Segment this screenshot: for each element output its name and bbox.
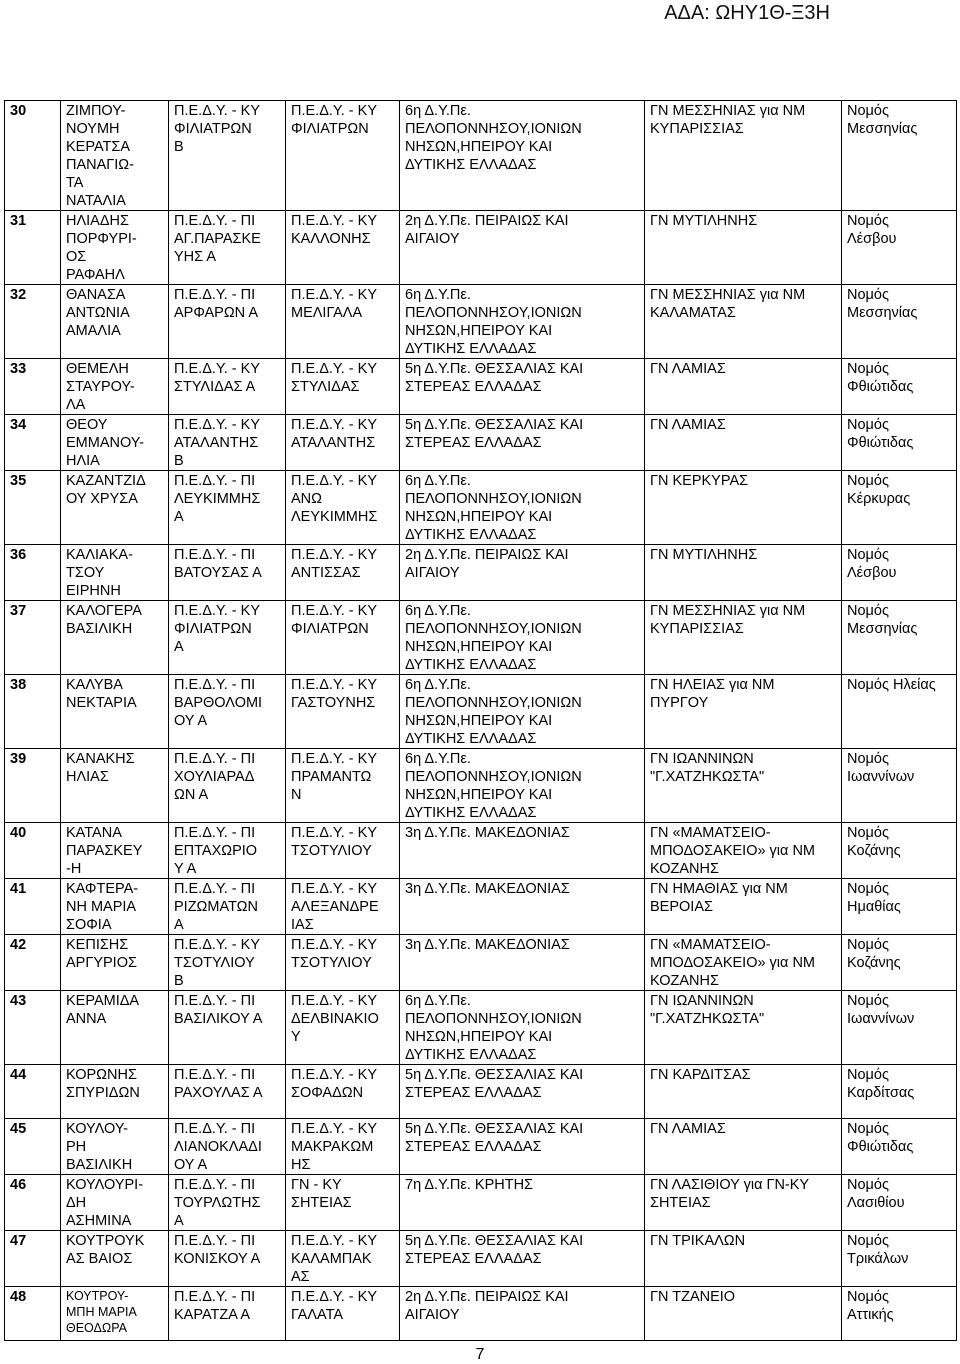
hospital-cell	[645, 1119, 842, 1175]
person-name: ΚΕΠΙΣΗΣ ΑΡΓΥΡΙΟΣ	[66, 937, 137, 971]
health-region: 2η Δ.Υ.Πε. ΠΕΙΡΑΙΩΣ ΚΑΙ ΑΙΓΑΙΟΥ	[405, 547, 569, 581]
row-number-cell	[5, 101, 61, 211]
origin-unit: Π.Ε.Δ.Υ. - ΠΙ ΑΡΦΑΡΩΝ Α	[174, 287, 259, 321]
placement-unit-cell	[286, 1287, 400, 1341]
health-region-cell	[400, 285, 645, 359]
prefecture: Νομός Ηλείας	[847, 677, 936, 693]
origin-unit: Π.Ε.Δ.Υ. - ΠΙ ΧΟΥΛΙΑΡΑΔ ΩΝ Α	[174, 751, 256, 803]
row-number-cell	[5, 823, 61, 879]
row-number: 37	[10, 603, 27, 619]
origin-unit-cell	[169, 471, 286, 545]
person-name-cell	[61, 1065, 169, 1119]
person-name-cell	[61, 879, 169, 935]
person-name: ΚΟΥΛΟΥ- ΡΗ ΒΑΣΙΛΙΚΗ	[66, 1121, 133, 1173]
health-region-cell	[400, 749, 645, 823]
person-name: ΚΑΖΑΝΤΖΙΔ ΟΥ ΧΡΥΣΑ	[66, 473, 146, 507]
prefecture: Νομός Μεσσηνίας	[847, 287, 918, 321]
placement-unit: Π.Ε.Δ.Υ. - ΚΥ ΓΑΛΑΤΑ	[291, 1289, 377, 1323]
row-number: 30	[10, 103, 27, 119]
row-number: 48	[10, 1289, 27, 1305]
prefecture-cell	[842, 935, 957, 991]
prefecture-cell	[842, 285, 957, 359]
table-row	[5, 991, 957, 1065]
ada-code: ΑΔΑ: ΩΗΥ1Θ-Ξ3Η	[664, 2, 830, 24]
person-name: ΚΑΤΑΝΑ ΠΑΡΑΣΚΕΥ -Η	[66, 825, 143, 877]
health-region: 2η Δ.Υ.Πε. ΠΕΙΡΑΙΩΣ ΚΑΙ ΑΙΓΑΙΟΥ	[405, 1289, 569, 1323]
person-name: ΚΟΥΛΟΥΡΙ- ΔΗ ΑΣΗΜΙΝΑ	[66, 1177, 144, 1229]
person-name: ΚΟΥΤΡΟΥ- ΜΠΗ ΜΑΡΙΑ ΘΕΟΔΩΡΑ	[66, 1289, 137, 1335]
origin-unit: Π.Ε.Δ.Υ. - ΠΙ ΒΑΣΙΛΙΚΟΥ Α	[174, 993, 263, 1027]
origin-unit-cell	[169, 879, 286, 935]
row-number: 38	[10, 677, 27, 693]
placement-unit: Π.Ε.Δ.Υ. - ΚΥ ΚΑΛΛΟΝΗΣ	[291, 213, 377, 247]
placement-unit: Π.Ε.Δ.Υ. - ΚΥ ΤΣΟΤΥΛΙΟΥ	[291, 937, 377, 971]
placement-unit-cell	[286, 1175, 400, 1231]
hospital: ΓΝ ΙΩΑΝΝΙΝΩΝ "Γ.ΧΑΤΖΗΚΩΣΤΑ"	[650, 993, 765, 1027]
person-name-cell	[61, 675, 169, 749]
health-region-cell	[400, 1287, 645, 1341]
row-number: 39	[10, 751, 27, 767]
hospital: ΓΝ ΛΑΣΙΘΙΟΥ για ΓΝ-ΚΥ ΣΗΤΕΙΑΣ	[650, 1177, 810, 1211]
origin-unit: Π.Ε.Δ.Υ. - ΠΙ ΤΟΥΡΛΩΤΗΣ Α	[174, 1177, 261, 1229]
hospital: ΓΝ ΚΑΡΔΙΤΣΑΣ	[650, 1067, 751, 1083]
health-region: 5η Δ.Υ.Πε. ΘΕΣΣΑΛΙΑΣ ΚΑΙ ΣΤΕΡΕΑΣ ΕΛΛΑΔΑΣ	[405, 417, 584, 451]
person-name-cell	[61, 471, 169, 545]
prefecture-cell	[842, 601, 957, 675]
health-region: 2η Δ.Υ.Πε. ΠΕΙΡΑΙΩΣ ΚΑΙ ΑΙΓΑΙΟΥ	[405, 213, 569, 247]
row-number: 40	[10, 825, 27, 841]
table-row	[5, 359, 957, 415]
health-region: 6η Δ.Υ.Πε. ΠΕΛΟΠΟΝΝΗΣΟΥ,ΙΟΝΙΩΝ ΝΗΣΩΝ,ΗΠΕΙΡΟΥ ΚΑΙ ΔΥΤΙΚΗΣ ΕΛΛΑΔΑΣ	[405, 993, 582, 1063]
placement-unit-cell	[286, 359, 400, 415]
prefecture: Νομός Κέρκυρας	[847, 473, 911, 507]
health-region-cell	[400, 1065, 645, 1119]
health-region: 3η Δ.Υ.Πε. ΜΑΚΕΔΟΝΙΑΣ	[405, 937, 570, 953]
row-number-cell	[5, 1119, 61, 1175]
placement-unit: Π.Ε.Δ.Υ. - ΚΥ ΑΛΕΞΑΝΔΡΕ ΙΑΣ	[291, 881, 379, 933]
person-name-cell	[61, 359, 169, 415]
row-number: 41	[10, 881, 27, 897]
person-name: ΘΑΝΑΣΑ ΑΝΤΩΝΙΑ ΑΜΑΛΙΑ	[66, 287, 130, 339]
person-name: ΗΛΙΑΔΗΣ ΠΟΡΦΥΡΙ- ΟΣ ΡΑΦΑΗΛ	[66, 213, 137, 283]
row-number: 44	[10, 1067, 27, 1083]
hospital-cell	[645, 749, 842, 823]
placement-unit: Π.Ε.Δ.Υ. - ΚΥ ΤΣΟΤΥΛΙΟΥ	[291, 825, 377, 859]
origin-unit-cell	[169, 1287, 286, 1341]
row-number: 46	[10, 1177, 27, 1193]
prefecture: Νομός Μεσσηνίας	[847, 103, 918, 137]
row-number-cell	[5, 471, 61, 545]
prefecture-cell	[842, 471, 957, 545]
prefecture-cell	[842, 1175, 957, 1231]
health-region: 3η Δ.Υ.Πε. ΜΑΚΕΔΟΝΙΑΣ	[405, 825, 570, 841]
origin-unit-cell	[169, 601, 286, 675]
person-name-cell	[61, 1231, 169, 1287]
row-number-cell	[5, 415, 61, 471]
row-number: 32	[10, 287, 27, 303]
origin-unit-cell	[169, 749, 286, 823]
origin-unit: Π.Ε.Δ.Υ. - ΠΙ ΚΟΝΙΣΚΟΥ Α	[174, 1233, 261, 1267]
health-region-cell	[400, 675, 645, 749]
health-region: 6η Δ.Υ.Πε. ΠΕΛΟΠΟΝΝΗΣΟΥ,ΙΟΝΙΩΝ ΝΗΣΩΝ,ΗΠΕΙΡΟΥ ΚΑΙ ΔΥΤΙΚΗΣ ΕΛΛΑΔΑΣ	[405, 751, 582, 821]
origin-unit: Π.Ε.Δ.Υ. - ΚΥ ΑΤΑΛΑΝΤΗΣ Β	[174, 417, 260, 469]
health-region-cell	[400, 935, 645, 991]
hospital: ΓΝ ΛΑΜΙΑΣ	[650, 361, 726, 377]
origin-unit-cell	[169, 1175, 286, 1231]
prefecture-cell	[842, 675, 957, 749]
table-row	[5, 1119, 957, 1175]
origin-unit: Π.Ε.Δ.Υ. - ΚΥ ΣΤΥΛΙΔΑΣ Α	[174, 361, 260, 395]
origin-unit-cell	[169, 359, 286, 415]
placement-unit-cell	[286, 601, 400, 675]
person-name: ΚΑΦΤΕΡΑ- ΝΗ ΜΑΡΙΑ ΣΟΦΙΑ	[66, 881, 139, 933]
hospital: ΓΝ ΜΕΣΣΗΝΙΑΣ για ΝΜ ΚΥΠΑΡΙΣΣΙΑΣ	[650, 103, 806, 137]
table-row	[5, 935, 957, 991]
prefecture-cell	[842, 823, 957, 879]
origin-unit: Π.Ε.Δ.Υ. - ΠΙ ΑΓ.ΠΑΡΑΣΚΕ ΥΗΣ Α	[174, 213, 261, 265]
prefecture: Νομός Κοζάνης	[847, 937, 901, 971]
row-number-cell	[5, 1231, 61, 1287]
row-number: 34	[10, 417, 27, 433]
health-region-cell	[400, 101, 645, 211]
hospital: ΓΝ ΛΑΜΙΑΣ	[650, 1121, 726, 1137]
hospital-cell	[645, 601, 842, 675]
row-number-cell	[5, 359, 61, 415]
health-region: 7η Δ.Υ.Πε. ΚΡΗΤΗΣ	[405, 1177, 534, 1193]
health-region: 6η Δ.Υ.Πε. ΠΕΛΟΠΟΝΝΗΣΟΥ,ΙΟΝΙΩΝ ΝΗΣΩΝ,ΗΠΕΙΡΟΥ ΚΑΙ ΔΥΤΙΚΗΣ ΕΛΛΑΔΑΣ	[405, 473, 582, 543]
prefecture: Νομός Φθιώτιδας	[847, 361, 914, 395]
table-row	[5, 285, 957, 359]
prefecture: Νομός Τρικάλων	[847, 1233, 909, 1267]
table-row	[5, 471, 957, 545]
prefecture: Νομός Ιωαννίνων	[847, 751, 915, 785]
prefecture: Νομός Κοζάνης	[847, 825, 901, 859]
prefecture: Νομός Ιωαννίνων	[847, 993, 915, 1027]
table-row	[5, 1065, 957, 1119]
prefecture: Νομός Αττικής	[847, 1289, 894, 1323]
health-region: 3η Δ.Υ.Πε. ΜΑΚΕΔΟΝΙΑΣ	[405, 881, 570, 897]
placement-unit-cell	[286, 101, 400, 211]
hospital-cell	[645, 359, 842, 415]
row-number: 33	[10, 361, 27, 377]
health-region-cell	[400, 545, 645, 601]
person-name: ΚΑΝΑΚΗΣ ΗΛΙΑΣ	[66, 751, 135, 785]
hospital-cell	[645, 935, 842, 991]
origin-unit-cell	[169, 285, 286, 359]
health-region: 5η Δ.Υ.Πε. ΘΕΣΣΑΛΙΑΣ ΚΑΙ ΣΤΕΡΕΑΣ ΕΛΛΑΔΑΣ	[405, 1067, 584, 1101]
table-row	[5, 749, 957, 823]
hospital: ΓΝ ΜΕΣΣΗΝΙΑΣ για ΝΜ ΚΑΛΑΜΑΤΑΣ	[650, 287, 806, 321]
origin-unit: Π.Ε.Δ.Υ. - ΠΙ ΛΙΑΝΟΚΛΑΔΙ ΟΥ Α	[174, 1121, 262, 1173]
placement-unit-cell	[286, 1065, 400, 1119]
origin-unit-cell	[169, 1065, 286, 1119]
prefecture-cell	[842, 211, 957, 285]
hospital-cell	[645, 823, 842, 879]
table-row	[5, 879, 957, 935]
origin-unit-cell	[169, 1231, 286, 1287]
health-region: 5η Δ.Υ.Πε. ΘΕΣΣΑΛΙΑΣ ΚΑΙ ΣΤΕΡΕΑΣ ΕΛΛΑΔΑΣ	[405, 1121, 584, 1155]
hospital-cell	[645, 415, 842, 471]
row-number: 31	[10, 213, 27, 229]
table-row	[5, 675, 957, 749]
hospital-cell	[645, 211, 842, 285]
placement-unit: Π.Ε.Δ.Υ. - ΚΥ ΑΤΑΛΑΝΤΗΣ	[291, 417, 377, 451]
person-name: ΘΕΟΥ ΕΜΜΑΝΟΥ- ΗΛΙΑ	[66, 417, 144, 469]
hospital: ΓΝ ΗΜΑΘΙΑΣ για ΝΜ ΒΕΡΟΙΑΣ	[650, 881, 788, 915]
person-name: ΚΕΡΑΜΙΔΑ ΑΝΝΑ	[66, 993, 140, 1027]
hospital: ΓΝ ΤΖΑΝΕΙΟ	[650, 1289, 736, 1305]
hospital-cell	[645, 1065, 842, 1119]
row-number-cell	[5, 285, 61, 359]
placement-unit: Π.Ε.Δ.Υ. - ΚΥ ΣΟΦΑΔΩΝ	[291, 1067, 377, 1101]
table-row	[5, 545, 957, 601]
origin-unit: Π.Ε.Δ.Υ. - ΠΙ ΒΑΡΘΟΛΟΜΙ ΟΥ Α	[174, 677, 263, 729]
prefecture-cell	[842, 1287, 957, 1341]
table-row	[5, 601, 957, 675]
placement-unit: Π.Ε.Δ.Υ. - ΚΥ ΜΕΛΙΓΑΛΑ	[291, 287, 377, 321]
page-number: 7	[475, 1346, 485, 1363]
hospital: ΓΝ ΜΕΣΣΗΝΙΑΣ για ΝΜ ΚΥΠΑΡΙΣΣΙΑΣ	[650, 603, 806, 637]
health-region: 5η Δ.Υ.Πε. ΘΕΣΣΑΛΙΑΣ ΚΑΙ ΣΤΕΡΕΑΣ ΕΛΛΑΔΑΣ	[405, 361, 584, 395]
placement-unit: Π.Ε.Δ.Υ. - ΚΥ ΑΝΩ ΛΕΥΚΙΜΜΗΣ	[291, 473, 378, 525]
origin-unit: Π.Ε.Δ.Υ. - ΠΙ ΛΕΥΚΙΜΜΗΣ Α	[174, 473, 261, 525]
health-region-cell	[400, 823, 645, 879]
prefecture-cell	[842, 1119, 957, 1175]
hospital-cell	[645, 471, 842, 545]
hospital-cell	[645, 879, 842, 935]
origin-unit-cell	[169, 935, 286, 991]
prefecture: Νομός Λασιθίου	[847, 1177, 905, 1211]
prefecture: Νομός Λέσβου	[847, 547, 897, 581]
hospital: ΓΝ ΛΑΜΙΑΣ	[650, 417, 726, 433]
placement-unit: Π.Ε.Δ.Υ. - ΚΥ ΑΝΤΙΣΣΑΣ	[291, 547, 377, 581]
prefecture-cell	[842, 749, 957, 823]
health-region-cell	[400, 601, 645, 675]
hospital: ΓΝ ΜΥΤΙΛΗΝΗΣ	[650, 547, 758, 563]
row-number-cell	[5, 1065, 61, 1119]
placement-unit-cell	[286, 675, 400, 749]
origin-unit-cell	[169, 101, 286, 211]
table-row	[5, 415, 957, 471]
placement-unit: Π.Ε.Δ.Υ. - ΚΥ ΓΑΣΤΟΥΝΗΣ	[291, 677, 377, 711]
row-number-cell	[5, 749, 61, 823]
prefecture: Νομός Φθιώτιδας	[847, 417, 914, 451]
origin-unit: Π.Ε.Δ.Υ. - ΠΙ ΕΠΤΑΧΩΡΙΟ Υ Α	[174, 825, 258, 877]
row-number-cell	[5, 601, 61, 675]
person-name-cell	[61, 601, 169, 675]
health-region: 6η Δ.Υ.Πε. ΠΕΛΟΠΟΝΝΗΣΟΥ,ΙΟΝΙΩΝ ΝΗΣΩΝ,ΗΠΕΙΡΟΥ ΚΑΙ ΔΥΤΙΚΗΣ ΕΛΛΑΔΑΣ	[405, 103, 582, 173]
prefecture: Νομός Ημαθίας	[847, 881, 901, 915]
placement-unit: Π.Ε.Δ.Υ. - ΚΥ ΠΡΑΜΑΝΤΩ Ν	[291, 751, 377, 803]
row-number-cell	[5, 545, 61, 601]
row-number-cell	[5, 935, 61, 991]
placement-unit-cell	[286, 545, 400, 601]
person-name-cell	[61, 1287, 169, 1341]
person-name-cell	[61, 101, 169, 211]
origin-unit-cell	[169, 675, 286, 749]
hospital-cell	[645, 1287, 842, 1341]
table-row	[5, 211, 957, 285]
prefecture-cell	[842, 359, 957, 415]
hospital: ΓΝ ΤΡΙΚΑΛΩΝ	[650, 1233, 746, 1249]
hospital-cell	[645, 101, 842, 211]
person-name-cell	[61, 991, 169, 1065]
placement-unit-cell	[286, 991, 400, 1065]
health-region-cell	[400, 211, 645, 285]
origin-unit-cell	[169, 415, 286, 471]
placement-unit-cell	[286, 879, 400, 935]
person-name: ΚΟΡΩΝΗΣ ΣΠΥΡΙΔΩΝ	[66, 1067, 140, 1101]
health-region-cell	[400, 991, 645, 1065]
person-name: ΚΑΛΥΒΑ ΝΕΚΤΑΡΙΑ	[66, 677, 137, 711]
placement-unit-cell	[286, 471, 400, 545]
health-region-cell	[400, 471, 645, 545]
placement-unit: Π.Ε.Δ.Υ. - ΚΥ ΚΑΛΑΜΠΑΚ ΑΣ	[291, 1233, 377, 1285]
table-row	[5, 1287, 957, 1341]
hospital: ΓΝ «ΜΑΜΑΤΣΕΙΟ- ΜΠΟΔΟΣΑΚΕΙΟ» για ΝΜ ΚΟΖΑΝΗΣ	[650, 937, 815, 989]
placement-unit: Π.Ε.Δ.Υ. - ΚΥ ΦΙΛΙΑΤΡΩΝ	[291, 103, 377, 137]
hospital: ΓΝ «ΜΑΜΑΤΣΕΙΟ- ΜΠΟΔΟΣΑΚΕΙΟ» για ΝΜ ΚΟΖΑΝΗΣ	[650, 825, 815, 877]
health-region-cell	[400, 1175, 645, 1231]
origin-unit: Π.Ε.Δ.Υ. - ΚΥ ΦΙΛΙΑΤΡΩΝ Α	[174, 603, 260, 655]
row-number: 35	[10, 473, 27, 489]
health-region-cell	[400, 1119, 645, 1175]
row-number-cell	[5, 1287, 61, 1341]
person-name: ΘΕΜΕΛΗ ΣΤΑΥΡΟΥ- ΛΑ	[66, 361, 135, 413]
person-name-cell	[61, 749, 169, 823]
prefecture-cell	[842, 991, 957, 1065]
hospital-cell	[645, 285, 842, 359]
person-name: ΖΙΜΠΟΥ- ΝΟΥΜΗ ΚΕΡΑΤΣΑ ΠΑΝΑΓΙΩ- ΤΑ ΝΑΤΑΛΙΑ	[66, 103, 134, 209]
row-number: 43	[10, 993, 27, 1009]
hospital: ΓΝ ΙΩΑΝΝΙΝΩΝ "Γ.ΧΑΤΖΗΚΩΣΤΑ"	[650, 751, 765, 785]
health-region: 6η Δ.Υ.Πε. ΠΕΛΟΠΟΝΝΗΣΟΥ,ΙΟΝΙΩΝ ΝΗΣΩΝ,ΗΠΕΙΡΟΥ ΚΑΙ ΔΥΤΙΚΗΣ ΕΛΛΑΔΑΣ	[405, 287, 582, 357]
placement-unit-cell	[286, 285, 400, 359]
prefecture: Νομός Φθιώτιδας	[847, 1121, 914, 1155]
hospital-cell	[645, 675, 842, 749]
person-name-cell	[61, 285, 169, 359]
origin-unit-cell	[169, 211, 286, 285]
person-name-cell	[61, 1175, 169, 1231]
placement-unit-cell	[286, 211, 400, 285]
table-row	[5, 1231, 957, 1287]
row-number-cell	[5, 675, 61, 749]
placement-unit-cell	[286, 415, 400, 471]
placement-unit-cell	[286, 1119, 400, 1175]
row-number: 45	[10, 1121, 27, 1137]
prefecture-cell	[842, 545, 957, 601]
health-region: 6η Δ.Υ.Πε. ΠΕΛΟΠΟΝΝΗΣΟΥ,ΙΟΝΙΩΝ ΝΗΣΩΝ,ΗΠΕΙΡΟΥ ΚΑΙ ΔΥΤΙΚΗΣ ΕΛΛΑΔΑΣ	[405, 677, 582, 747]
row-number-cell	[5, 879, 61, 935]
person-name: ΚΟΥΤΡΟΥΚ ΑΣ ΒΑΙΟΣ	[66, 1233, 145, 1267]
origin-unit-cell	[169, 991, 286, 1065]
health-region-cell	[400, 879, 645, 935]
origin-unit: Π.Ε.Δ.Υ. - ΠΙ ΒΑΤΟΥΣΑΣ Α	[174, 547, 262, 581]
origin-unit: Π.Ε.Δ.Υ. - ΚΥ ΦΙΛΙΑΤΡΩΝ Β	[174, 103, 260, 155]
health-region: 5η Δ.Υ.Πε. ΘΕΣΣΑΛΙΑΣ ΚΑΙ ΣΤΕΡΕΑΣ ΕΛΛΑΔΑΣ	[405, 1233, 584, 1267]
origin-unit: Π.Ε.Δ.Υ. - ΠΙ ΡΙΖΩΜΑΤΩΝ Α	[174, 881, 258, 933]
person-name-cell	[61, 415, 169, 471]
hospital-cell	[645, 1175, 842, 1231]
hospital-cell	[645, 545, 842, 601]
row-number-cell	[5, 991, 61, 1065]
person-name-cell	[61, 211, 169, 285]
person-name-cell	[61, 545, 169, 601]
prefecture-cell	[842, 879, 957, 935]
table-row	[5, 823, 957, 879]
origin-unit-cell	[169, 823, 286, 879]
table-row	[5, 1175, 957, 1231]
row-number: 42	[10, 937, 27, 953]
prefecture-cell	[842, 1065, 957, 1119]
prefecture: Νομός Μεσσηνίας	[847, 603, 918, 637]
placement-unit: Π.Ε.Δ.Υ. - ΚΥ ΣΤΥΛΙΔΑΣ	[291, 361, 377, 395]
health-region-cell	[400, 359, 645, 415]
prefecture: Νομός Καρδίτσας	[847, 1067, 915, 1101]
placement-unit-cell	[286, 1231, 400, 1287]
placement-unit-cell	[286, 823, 400, 879]
placement-unit-cell	[286, 935, 400, 991]
origin-unit: Π.Ε.Δ.Υ. - ΠΙ ΡΑΧΟΥΛΑΣ Α	[174, 1067, 263, 1101]
prefecture: Νομός Λέσβου	[847, 213, 897, 247]
prefecture-cell	[842, 415, 957, 471]
origin-unit: Π.Ε.Δ.Υ. - ΠΙ ΚΑΡΑΤΖΑ Α	[174, 1289, 256, 1323]
person-name: ΚΑΛΙΑΚΑ- ΤΣΟΥ ΕΙΡΗΝΗ	[66, 547, 133, 599]
row-number-cell	[5, 1175, 61, 1231]
placement-unit-cell	[286, 749, 400, 823]
person-name: ΚΑΛΟΓΕΡΑ ΒΑΣΙΛΙΚΗ	[66, 603, 142, 637]
placement-unit: Π.Ε.Δ.Υ. - ΚΥ ΔΕΛΒΙΝΑΚΙΟ Υ	[291, 993, 379, 1045]
hospital: ΓΝ ΗΛΕΙΑΣ για ΝΜ ΠΥΡΓΟΥ	[650, 677, 775, 711]
health-region: 6η Δ.Υ.Πε. ΠΕΛΟΠΟΝΝΗΣΟΥ,ΙΟΝΙΩΝ ΝΗΣΩΝ,ΗΠΕΙΡΟΥ ΚΑΙ ΔΥΤΙΚΗΣ ΕΛΛΑΔΑΣ	[405, 603, 582, 673]
row-number-cell	[5, 211, 61, 285]
health-region-cell	[400, 1231, 645, 1287]
person-name-cell	[61, 935, 169, 991]
hospital: ΓΝ ΚΕΡΚΥΡΑΣ	[650, 473, 749, 489]
origin-unit-cell	[169, 1119, 286, 1175]
origin-unit: Π.Ε.Δ.Υ. - ΚΥ ΤΣΟΤΥΛΙΟΥ Β	[174, 937, 260, 989]
prefecture-cell	[842, 101, 957, 211]
health-region-cell	[400, 415, 645, 471]
assignments-table	[4, 100, 957, 1341]
prefecture-cell	[842, 1231, 957, 1287]
placement-unit: Π.Ε.Δ.Υ. - ΚΥ ΦΙΛΙΑΤΡΩΝ	[291, 603, 377, 637]
origin-unit-cell	[169, 545, 286, 601]
row-number: 36	[10, 547, 27, 563]
row-number: 47	[10, 1233, 27, 1249]
hospital-cell	[645, 991, 842, 1065]
person-name-cell	[61, 823, 169, 879]
placement-unit: Π.Ε.Δ.Υ. - ΚΥ ΜΑΚΡΑΚΩΜ ΗΣ	[291, 1121, 377, 1173]
person-name-cell	[61, 1119, 169, 1175]
hospital: ΓΝ ΜΥΤΙΛΗΝΗΣ	[650, 213, 758, 229]
table-row	[5, 101, 957, 211]
hospital-cell	[645, 1231, 842, 1287]
placement-unit: ΓΝ - ΚΥ ΣΗΤΕΙΑΣ	[291, 1177, 352, 1211]
